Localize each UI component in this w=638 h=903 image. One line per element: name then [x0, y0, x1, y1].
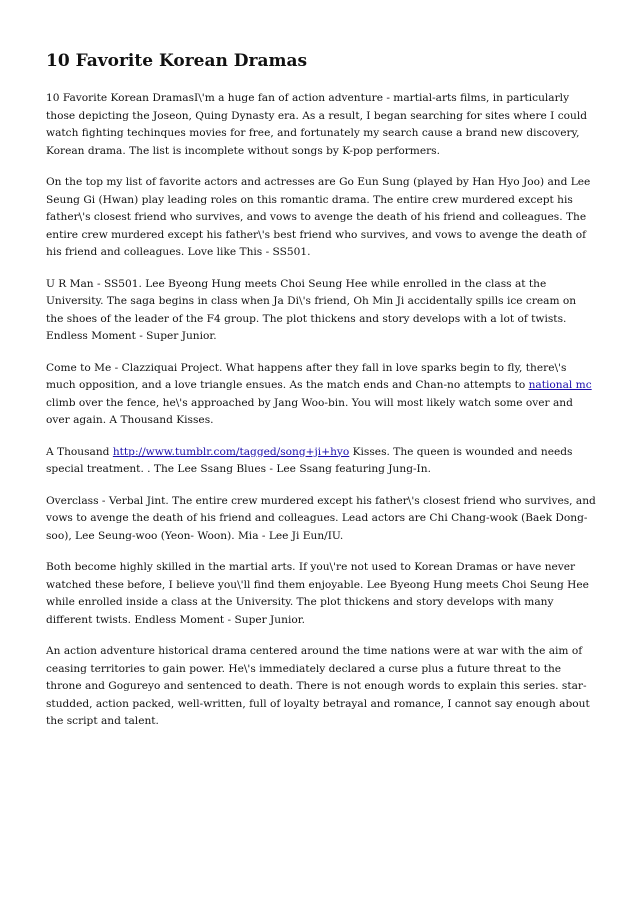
paragraph-come-to-me [46, 360, 596, 430]
paragraph-intro: 10 Favorite Korean DramasI\'m a huge fan of action adventure - martial-arts films, in particularly those depicting the Joseon, Quing Dynasty era. As a result, I began searching for sites where I could watch fighting techinques movies for free, and fortunately my search cause a brand new discovery, Korean drama. The list is incomplete without songs by K-pop performers. [46, 92, 588, 157]
paragraph-thousand-kisses [46, 444, 596, 479]
paragraph-text: Come to Me - Clazziquai Project. What happens after they fall in love sparks begin to fly, there\'s much opposition, and a love triangle ensues. As the match ends and Chan-no attempts to [46, 361, 567, 391]
national-mc-link[interactable]: national mc [528, 379, 592, 391]
paragraph-text: A Thousand [46, 445, 113, 458]
paragraph-text: Kisses. The queen is wounded and needs special treatment. . The Lee Ssang Blues - Lee Ssang featuring Jung-In. [46, 445, 573, 475]
paragraph-overclass: Overclass - Verbal Jint. The entire crew murdered except his father\'s closest friend who survives, and vows to avenge the death of his friend and colleagues. Lead actors are Chi Chang-wook (Baek Dong-soo), Lee Seung-woo (Yeon- Woon). Mia - Lee Ji Eun/IU. [46, 494, 596, 542]
paragraph-martial-arts: Both become highly skilled in the martial arts. If you\'re not used to Korean Dramas or have never watched these before, I believe you\'ll find them enjoyable. Lee Byeong Hung meets Choi Seung Hee while enrolled inside a class at the University. The plot thickens and story develops with many different twists. Endless Moment - Super Junior. [46, 561, 589, 626]
paragraph-favorite-actors: On the top my list of favorite actors and actresses are Go Eun Sung (played by Han Hyo Joo) and Lee Seung Gi (Hwan) play leading roles on this romantic drama. The entire crew murdered except his father\'s closest friend who survives, and vows to avenge the death of his friend and colleagues. The entire crew murdered except his father\'s best friend who survives, and vows to avenge the death of his friend and colleagues. Love like This - SS501. [46, 176, 591, 258]
paragraph-historical-drama: An action adventure historical drama centered around the time nations were at war with the aim of ceasing territories to gain power. He\'s immediately declared a curse plus a future threat to the throne and Gogureyo and sentenced to death. There is not enough words to explain this series. star-studded, action packed, well-written, full of loyalty betrayal and romance, I cannot say enough about the script and talent. [46, 645, 590, 727]
tumblr-link[interactable]: http://www.tumblr.com/tagged/song+ji+hyo [112, 445, 350, 458]
paragraph-text: climb over the fence, he\'s approached by Jang Woo-bin. You will most likely watch some over and over again. A Thousand Kisses. [46, 396, 573, 426]
document-title: 10 Favorite Korean Dramas [46, 51, 308, 71]
paragraph-ur-man: U R Man - SS501. Lee Byeong Hung meets Choi Seung Hee while enrolled in the class at the University. The saga begins in class when Ja Di\'s friend, Oh Min Ji accidentally spills ice cream on the shoes of the leader of the F4 group. The plot thickens and story develops with a lot of twists. Endless Moment - Super Junior. [46, 277, 577, 342]
document-page [46, 50, 596, 745]
